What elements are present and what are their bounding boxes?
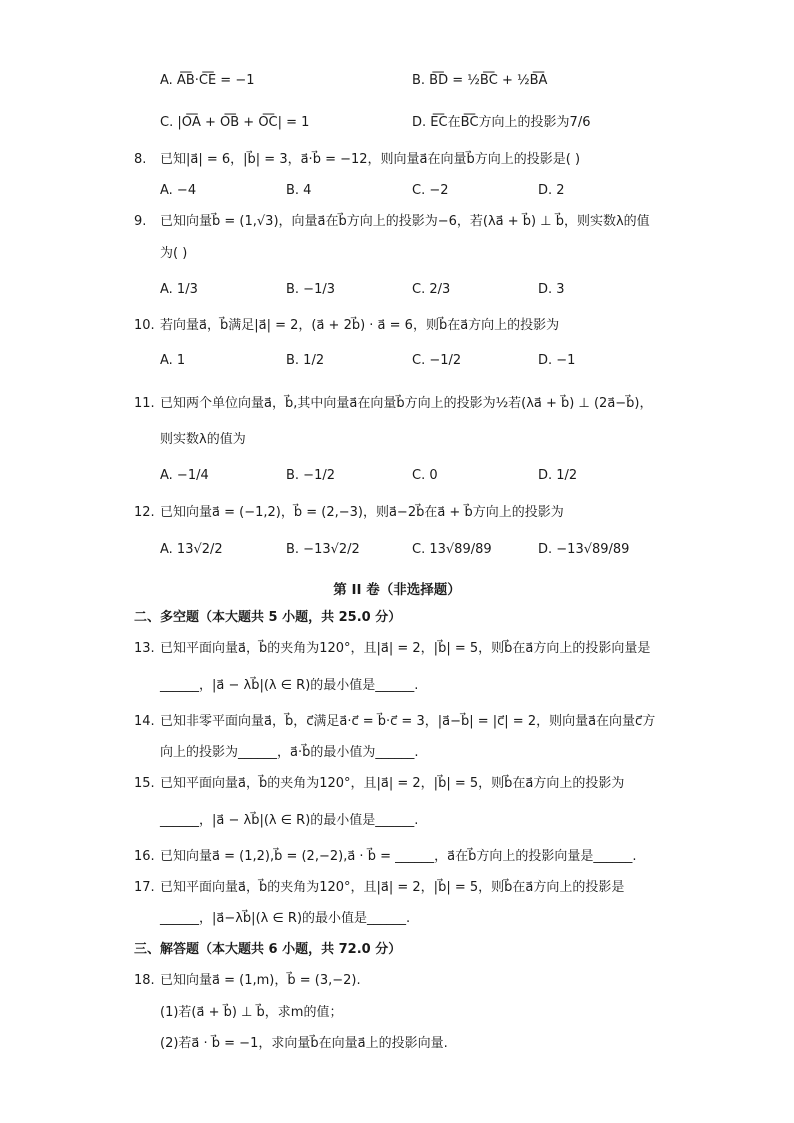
question-number: 10. bbox=[134, 318, 155, 333]
prev-option-b: B. B͞D = ½B͞C + ½B͞A bbox=[412, 73, 548, 88]
option-c: C. −2 bbox=[412, 183, 449, 198]
question-text: 已知|a⃗| = 6，|b⃗| = 3，a⃗·b⃗ = −12，则向量a⃗在向量b⃗方向上的投影是( ) bbox=[160, 152, 581, 167]
prev-option-d: D. E͞C在B͞C方向上的投影为7/6 bbox=[412, 115, 591, 130]
question-number: 13. bbox=[134, 641, 155, 656]
prev-option-a: A. A͞B·C͞E = −1 bbox=[160, 73, 255, 88]
question-number: 11. bbox=[134, 396, 155, 411]
question-text: ______，|a⃗−λb⃗|(λ ∈ R)的最小值是______. bbox=[160, 911, 411, 926]
option-d: D. 3 bbox=[538, 282, 565, 297]
question-number: 17. bbox=[134, 880, 155, 895]
question-text: 已知平面向量a⃗，b⃗的夹角为120°，且|a⃗| = 2，|b⃗| = 5，则b⃗在a⃗方向上的投影是 bbox=[160, 880, 625, 895]
question-text: 已知向量a⃗ = (−1,2)，b⃗ = (2,−3)，则a⃗−2b⃗在a⃗ + b⃗方向上的投影为 bbox=[160, 505, 564, 520]
question-text: 已知平面向量a⃗，b⃗的夹角为120°，且|a⃗| = 2，|b⃗| = 5，则b⃗在a⃗方向上的投影向量是 bbox=[160, 641, 651, 656]
question-number: 15. bbox=[134, 776, 155, 791]
question-number: 16. bbox=[134, 849, 155, 864]
prev-option-c: C. |O͞A + O͞B + O͞C| = 1 bbox=[160, 115, 310, 130]
question-subpart: (1)若(a⃗ + b⃗) ⊥ b⃗，求m的值； bbox=[160, 1005, 343, 1020]
question-text: 已知两个单位向量a⃗，b⃗,其中向量a⃗在向量b⃗方向上的投影为½若(λa⃗ + b⃗) ⊥ (2a⃗−b⃗)， bbox=[160, 396, 653, 411]
section-heading: 三、解答题（本大题共 6 小题，共 72.0 分） bbox=[134, 942, 402, 957]
question-subpart: (2)若a⃗ · b⃗ = −1，求向量b⃗在向量a⃗上的投影向量. bbox=[160, 1036, 448, 1051]
question-text: 已知平面向量a⃗，b⃗的夹角为120°，且|a⃗| = 2，|b⃗| = 5，则b⃗在a⃗方向上的投影为 bbox=[160, 776, 625, 791]
option-d: D. −1 bbox=[538, 353, 576, 368]
option-a: A. 1 bbox=[160, 353, 186, 368]
option-d: D. 1/2 bbox=[538, 468, 578, 483]
question-number: 18. bbox=[134, 973, 155, 988]
question-text: ______，|a⃗ − λb⃗|(λ ∈ R)的最小值是______. bbox=[160, 813, 419, 828]
question-number: 9. bbox=[134, 214, 147, 229]
section-heading: 二、多空题（本大题共 5 小题，共 25.0 分） bbox=[134, 610, 402, 625]
option-b: B. 4 bbox=[286, 183, 312, 198]
question-number: 12. bbox=[134, 505, 155, 520]
question-text: 向上的投影为______，a⃗·b⃗的最小值为______. bbox=[160, 745, 419, 760]
question-number: 8. bbox=[134, 152, 147, 167]
option-c: C. 0 bbox=[412, 468, 438, 483]
question-text: ______，|a⃗ − λb⃗|(λ ∈ R)的最小值是______. bbox=[160, 678, 419, 693]
option-d: D. −13√89/89 bbox=[538, 542, 630, 557]
option-d: D. 2 bbox=[538, 183, 565, 198]
option-b: B. −1/3 bbox=[286, 282, 335, 297]
part-title: 第 II 卷（非选择题） bbox=[333, 582, 461, 598]
option-c: C. 2/3 bbox=[412, 282, 451, 297]
question-text: 为( ) bbox=[160, 246, 188, 261]
question-text: 已知向量a⃗ = (1,2),b⃗ = (2,−2),a⃗ · b⃗ = ______，a⃗在b⃗方向上的投影向量是______. bbox=[160, 849, 637, 864]
option-c: C. −1/2 bbox=[412, 353, 462, 368]
option-c: C. 13√89/89 bbox=[412, 542, 492, 557]
option-a: A. −4 bbox=[160, 183, 197, 198]
option-b: B. −13√2/2 bbox=[286, 542, 360, 557]
question-number: 14. bbox=[134, 714, 155, 729]
option-b: B. 1/2 bbox=[286, 353, 325, 368]
option-a: A. 1/3 bbox=[160, 282, 198, 297]
question-text: 已知向量a⃗ = (1,m)，b⃗ = (3,−2). bbox=[160, 973, 361, 988]
option-b: B. −1/2 bbox=[286, 468, 335, 483]
question-text: 已知非零平面向量a⃗，b⃗，c⃗满足a⃗·c⃗ = b⃗·c⃗ = 3，|a⃗−b⃗| = |c⃗| = 2，则向量a⃗在向量c⃗方 bbox=[160, 714, 656, 729]
option-a: A. −1/4 bbox=[160, 468, 209, 483]
question-text: 则实数λ的值为 bbox=[160, 432, 246, 447]
question-text: 若向量a⃗，b⃗满足|a⃗| = 2，(a⃗ + 2b⃗) · a⃗ = 6，则b⃗在a⃗方向上的投影为 bbox=[160, 318, 560, 333]
question-text: 已知向量b⃗ = (1,√3)，向量a⃗在b⃗方向上的投影为−6，若(λa⃗ + b⃗) ⊥ b⃗，则实数λ的值 bbox=[160, 214, 650, 229]
option-a: A. 13√2/2 bbox=[160, 542, 223, 557]
